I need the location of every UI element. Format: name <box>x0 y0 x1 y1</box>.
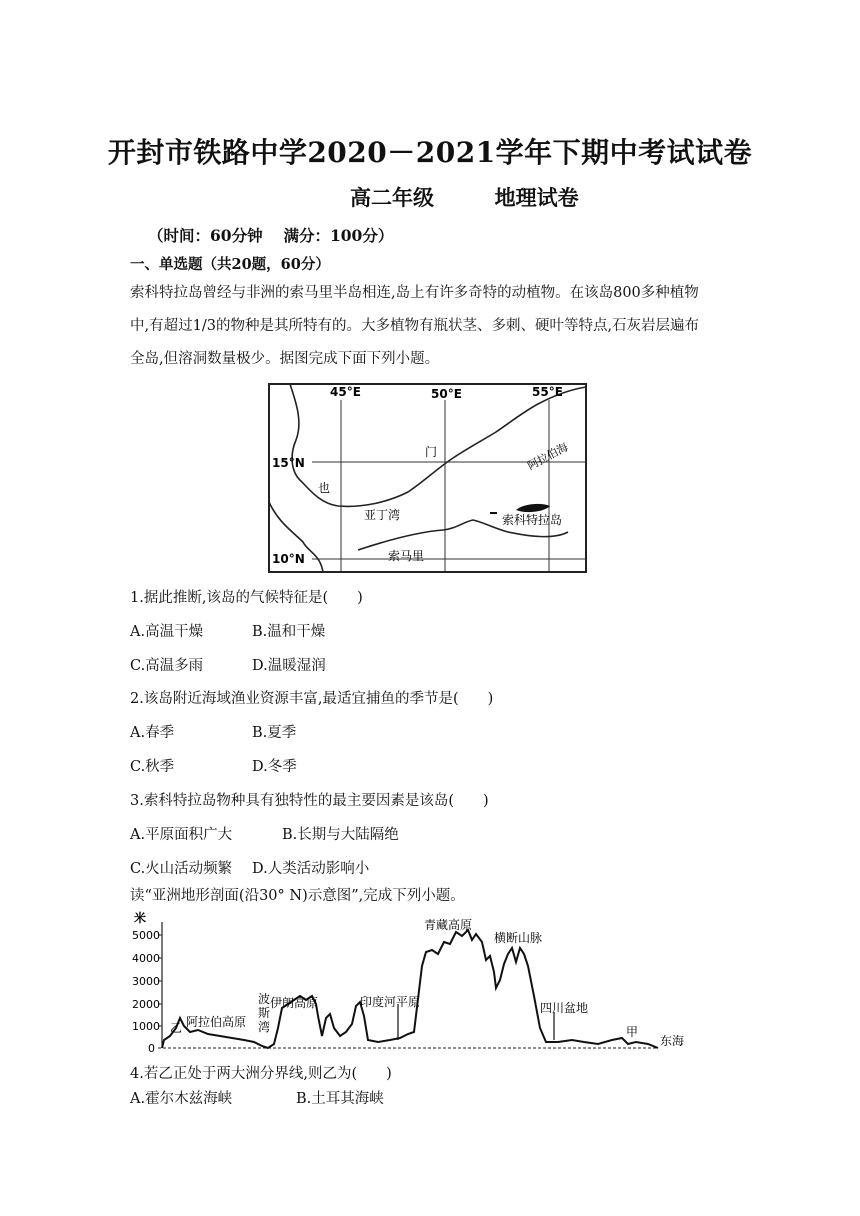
terrain-profile-line <box>162 930 658 1048</box>
tick-label-1000: 1000 <box>132 1020 160 1033</box>
label-socotra: 索科特拉岛 <box>502 513 563 527</box>
q3-option-a[interactable]: A.平原面积广大 <box>130 827 233 843</box>
tick-label-3000: 3000 <box>132 975 160 988</box>
label-sichuan-basin: 四川盆地 <box>540 1001 589 1015</box>
question-2-stem: 2.该岛附近海域渔业资源丰富,最适宜捕鱼的季节是( ) <box>130 691 494 707</box>
intro-line-2: 中,有超过1/3的物种是其所特有的。大多植物有瓶状茎、多刺、硬叶等特点,石灰岩层遍布 <box>130 318 700 334</box>
q2-option-c[interactable]: C.秋季 <box>130 759 175 775</box>
q4-option-b[interactable]: B.土耳其海峡 <box>296 1091 384 1107</box>
label-hengduan: 横断山脉 <box>494 931 543 945</box>
q1-option-c[interactable]: C.高温多雨 <box>130 658 204 674</box>
q1-option-a[interactable]: A.高温干燥 <box>130 624 204 640</box>
label-yi: 乙 <box>170 1021 183 1035</box>
label-indus-plain: 印度河平原 <box>360 995 421 1009</box>
asia-profile-diagram <box>128 908 690 1056</box>
intro-line-1: 索科特拉岛曾经与非洲的索马里半岛相连,岛上有许多奇特的动植物。在该岛800多种植物 <box>130 285 699 301</box>
exam-title: 开封市铁路中学2020－2021学年下期中考试试卷 <box>107 136 753 169</box>
label-gulf-of-aden: 亚丁湾 <box>364 508 401 522</box>
tick-label-2000: 2000 <box>132 998 160 1011</box>
section-heading: 一、单选题（共20题，60分） <box>130 256 330 273</box>
label-east-sea: 东海 <box>660 1034 685 1048</box>
tick-label-5000: 5000 <box>132 929 160 942</box>
label-persian-gulf: 波斯湾 <box>258 992 271 1034</box>
q3-option-c[interactable]: C.火山活动频繁 <box>130 861 233 877</box>
label-iranian-plateau: 伊朗高原 <box>270 996 319 1010</box>
label-arabian-plateau: 阿拉伯高原 <box>186 1015 247 1029</box>
lon-label-45: 45°E <box>330 385 361 399</box>
tick-label-0: 0 <box>148 1042 155 1055</box>
q1-option-b[interactable]: B.温和干燥 <box>252 624 326 640</box>
q1-option-d[interactable]: D.温暖湿润 <box>252 658 326 674</box>
exam-subtitle <box>350 182 579 212</box>
question-4-stem: 4.若乙正处于两大洲分界线,则乙为( ) <box>130 1066 392 1082</box>
question-3-stem: 3.索科特拉岛物种具有独特性的最主要因素是该岛( ) <box>130 793 489 809</box>
subject-label: 地理试卷 <box>494 185 579 210</box>
tick-label-4000: 4000 <box>132 952 160 965</box>
q3-option-d[interactable]: D.人类活动影响小 <box>252 861 370 877</box>
q2-option-d[interactable]: D.冬季 <box>252 759 297 775</box>
q2-option-a[interactable]: A.春季 <box>130 725 175 741</box>
label-somalia: 索马里 <box>388 549 425 563</box>
label-men: 门 <box>425 445 438 459</box>
q2-option-b[interactable]: B.夏季 <box>252 725 297 741</box>
label-ye: 也 <box>318 481 331 495</box>
unit-label: 米 <box>134 911 147 925</box>
lat-label-10: 10°N <box>272 552 305 566</box>
profile-intro: 读“亚洲地形剖面(沿30° N)示意图”,完成下列小题。 <box>130 888 465 904</box>
label-jia: 甲 <box>626 1025 639 1039</box>
socotra-map <box>268 382 588 574</box>
intro-line-3: 全岛,但溶洞数量极少。据图完成下面下列小题。 <box>130 351 440 367</box>
q4-option-a[interactable]: A.霍尔木兹海峡 <box>130 1091 233 1107</box>
grade-label: 高二年级 <box>350 185 434 210</box>
lon-label-50: 50°E <box>431 387 462 401</box>
label-arabian-sea: 阿拉伯海 <box>525 440 571 473</box>
label-tibet-plateau: 青藏高原 <box>424 918 473 932</box>
lon-label-55: 55°E <box>532 385 563 399</box>
question-1-stem: 1.据此推断,该岛的气候特征是( ) <box>130 590 363 606</box>
time-score-info: （时间：60分钟 满分：100分） <box>148 226 394 245</box>
lat-label-15: 15°N <box>272 456 305 470</box>
q3-option-b[interactable]: B.长期与大陆隔绝 <box>282 827 399 843</box>
